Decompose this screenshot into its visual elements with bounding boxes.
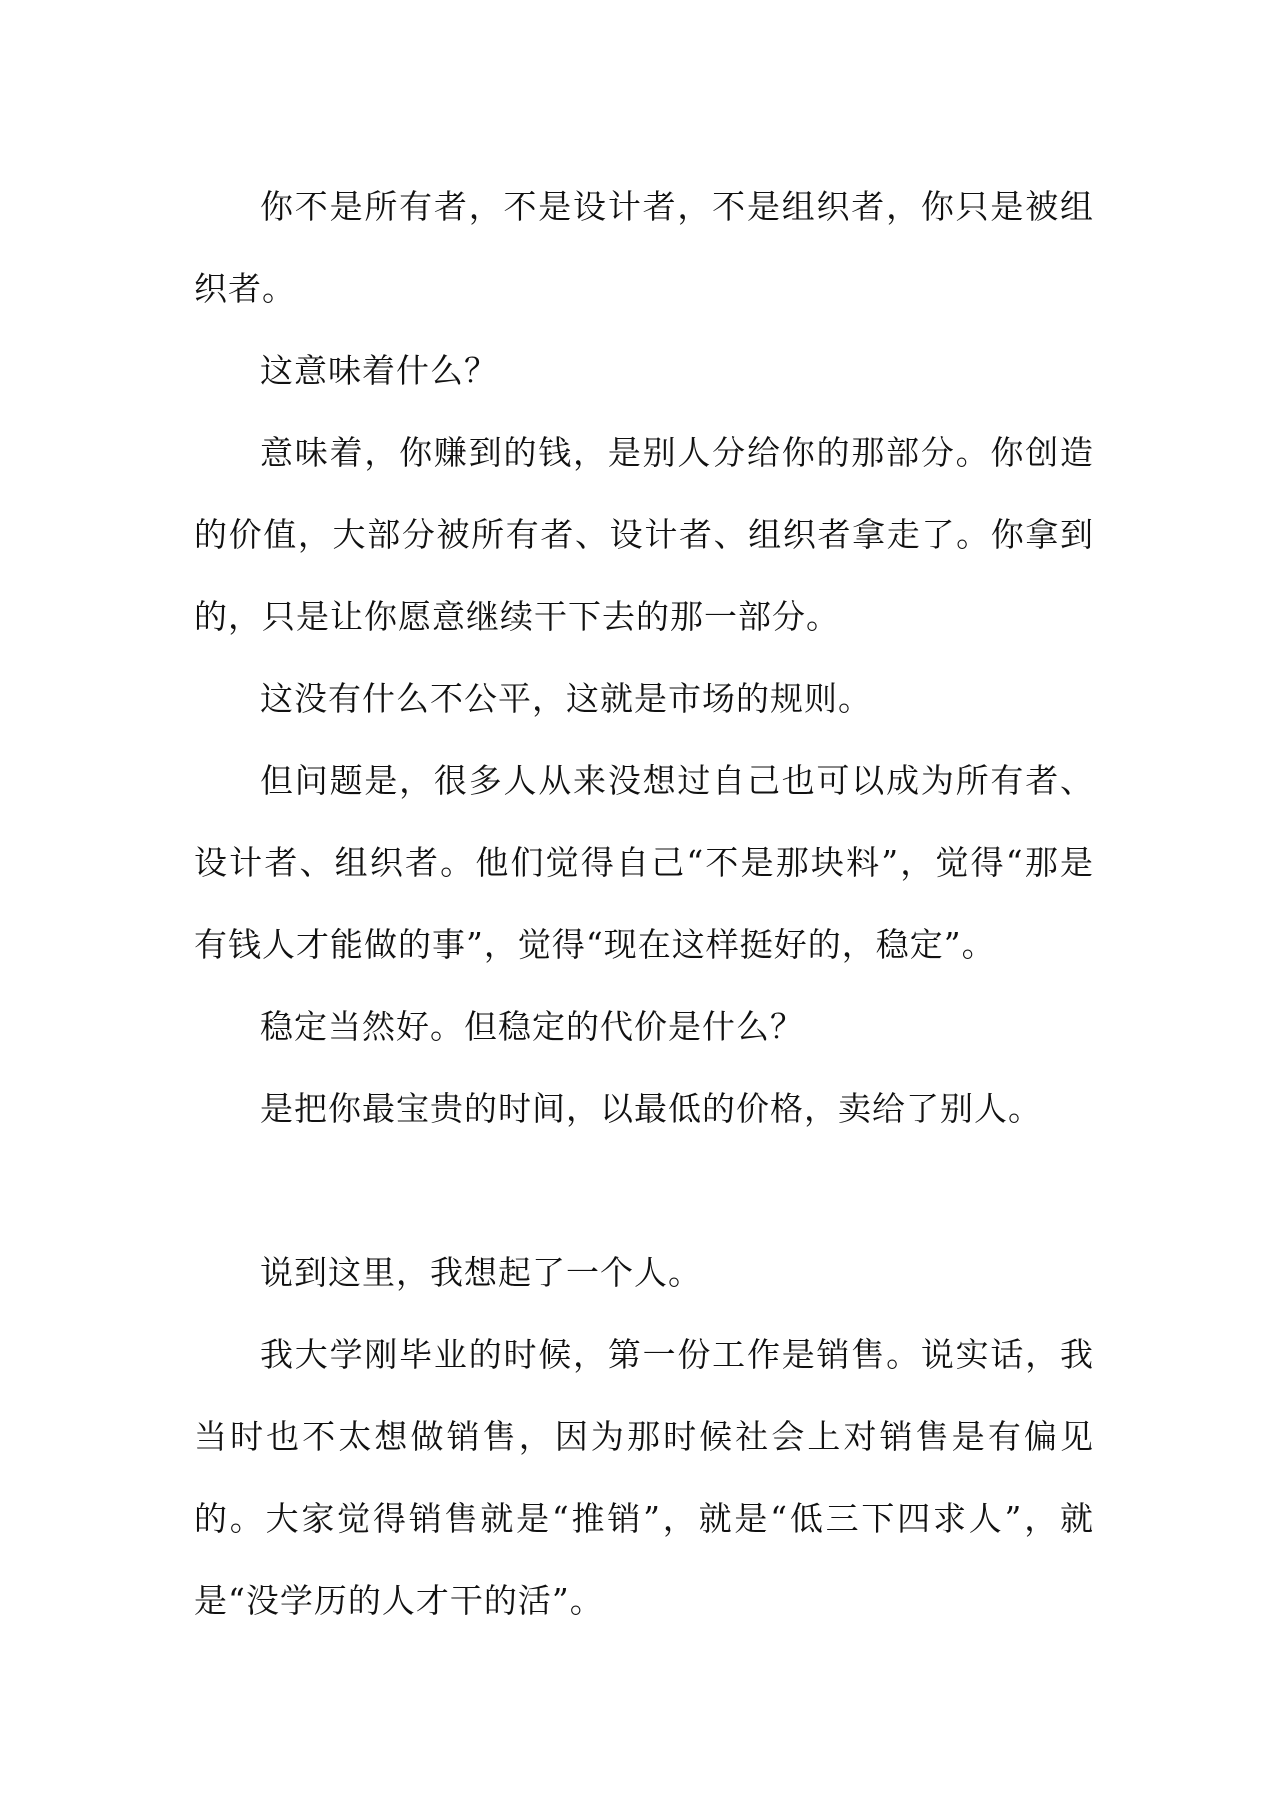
document-body xyxy=(194,166,1094,1642)
paragraph: 这意味着什么？ xyxy=(260,351,498,390)
paragraph: 说到这里，我想起了一个人。 xyxy=(260,1253,702,1292)
paragraph: 意味着，你赚到的钱，是别人分给你的那部分。你创造的价值，大部分被所有者、设计者、组织者拿走了。你拿到的，只是让你愿意继续干下去的那一部分。 xyxy=(194,433,1094,636)
section-gap xyxy=(194,1150,1094,1232)
paragraph: 稳定当然好。但稳定的代价是什么？ xyxy=(260,1007,804,1046)
paragraph: 我大学刚毕业的时候，第一份工作是销售。说实话，我当时也不太想做销售，因为那时候社会上对销售是有偏见的。大家觉得销售就是“推销”，就是“低三下四求人”，就是“没学历的人才干的活”。 xyxy=(194,1335,1094,1620)
paragraph: 是把你最宝贵的时间，以最低的价格，卖给了别人。 xyxy=(260,1089,1042,1128)
paragraph: 你不是所有者，不是设计者，不是组织者，你只是被组织者。 xyxy=(194,187,1094,308)
paragraph: 这没有什么不公平，这就是市场的规则。 xyxy=(260,679,872,718)
paragraph: 但问题是，很多人从来没想过自己也可以成为所有者、设计者、组织者。他们觉得自己“不是那块料”，觉得“那是有钱人才能做的事”，觉得“现在这样挺好的，稳定”。 xyxy=(194,761,1094,964)
